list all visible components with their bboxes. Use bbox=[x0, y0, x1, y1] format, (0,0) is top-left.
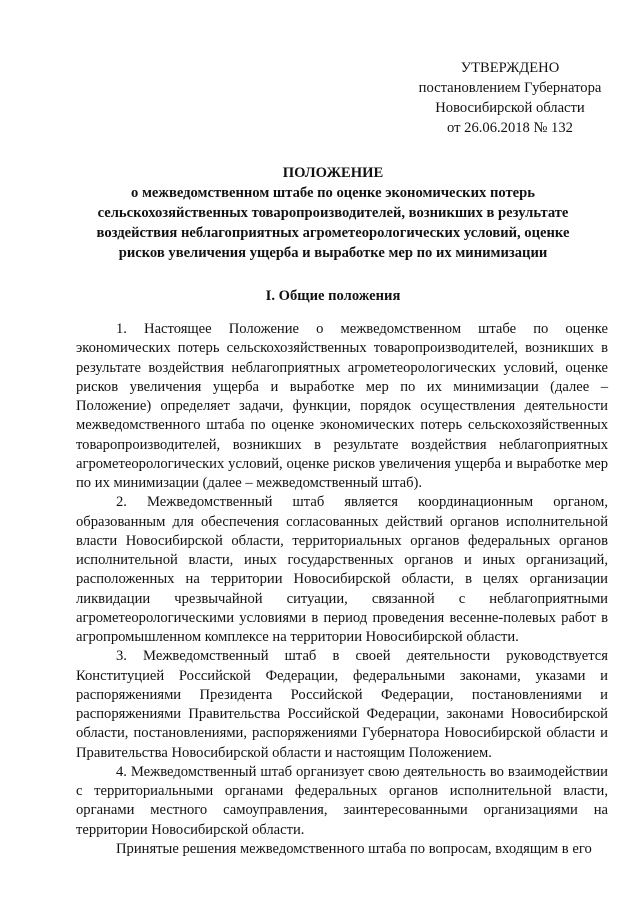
document-title-heading: ПОЛОЖЕНИЕ bbox=[282, 165, 384, 181]
paragraph-4: 4. Межведомственный штаб организует свою деятельность во взаимодействии с территориальными органами федеральных органов исполнительной власти, органами местного самоуправления, заинтересованными организациями на территории Новосибирской области. bbox=[76, 763, 608, 838]
approval-line-2: постановлением Губернатора bbox=[418, 80, 602, 96]
document-title-line-1: о межведомственном штабе по оценке экономических потерь bbox=[131, 185, 535, 201]
paragraph-3: 3. Межведомственный штаб в своей деятельности руководствуется Конституцией Российской Федерации, федеральными законами, указами и распоряжениями Президента Российской Федерации, постановлениями и распоряжениями Правительства Российской Федерации, законами Новосибирской области, постановлениями, распоряжениями Губернатора Новосибирской области и Правительства Новосибирской области и настоящим Положением. bbox=[76, 648, 608, 761]
approval-line-4: от 26.06.2018 № 132 bbox=[447, 120, 573, 136]
document-title-line-3: воздействия неблагоприятных агрометеорологических условий, оценке bbox=[96, 225, 570, 241]
section-body bbox=[76, 320, 608, 859]
approval-stamp bbox=[390, 58, 630, 138]
document-title bbox=[66, 163, 600, 263]
document-title-line-2: сельскохозяйственных товаропроизводителей, возникших в результате bbox=[97, 205, 569, 221]
paragraph-5: Принятые решения межведомственного штаба по вопросам, входящим в его bbox=[116, 840, 592, 857]
approval-line-1: УТВЕРЖДЕНО bbox=[460, 60, 560, 76]
section-heading: I. Общие положения bbox=[265, 288, 401, 304]
document-title-line-4: рисков увеличения ущерба и выработке мер по их минимизации bbox=[118, 245, 548, 261]
paragraph-1: 1. Настоящее Положение о межведомственном штабе по оценке экономических потерь сельскохозяйственных товаропроизводителей, возникших в результате воздействия неблагоприятных агрометеорологических условий, оценке рисков увеличения ущерба и выработке мер по их минимизации (далее – Положение) определяет задачи, функции, порядок осуществления деятельности межведомственного штаба по оценке экономических потерь сельскохозяйственных товаропроизводителей, возникших в результате воздействия неблагоприятных агрометеорологических условий, оценке рисков увеличения ущерба и выработке мер по их минимизации (далее – межведомственный штаб). bbox=[76, 321, 608, 491]
approval-line-3: Новосибирской области bbox=[435, 100, 585, 116]
paragraph-2: 2. Межведомственный штаб является координационным органом, образованным для обеспечения согласованных действий органов исполнительной власти Новосибирской области, территориальных органов федеральных органов исполнительной власти, иных государственных органов и иных организаций, расположенных на территории Новосибирской области, в целях организации ликвидации чрезвычайной ситуации, связанной с неблагоприятными агрометеорологическими условиями в период проведения весенне-полевых работ в агропромышленном комплексе на территории Новосибирской области. bbox=[76, 494, 608, 645]
